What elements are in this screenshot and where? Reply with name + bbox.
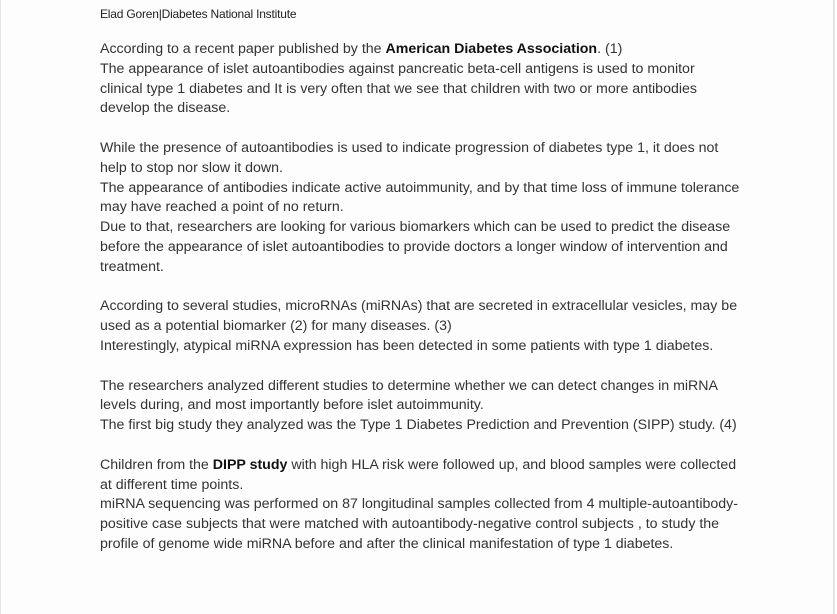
article-body — [100, 6, 740, 575]
paragraph-studies — [100, 377, 740, 436]
text-line: Children from the DIPP study with high HLA risk were followed up, and blood samples were collected at different time points. — [100, 456, 737, 493]
paragraph-autoantibodies — [100, 139, 740, 278]
text-line: The appearance of islet autoantibodies against pancreatic beta-cell antigens is used to monitor clinical type 1 diabetes and It is very often that we see that children with two or more antibodies develop the disease. — [100, 60, 697, 117]
text-line: The first big study they analyzed was the Type 1 Diabetes Prediction and Prevention (SIPP) study. (4) — [100, 417, 737, 434]
text-line: miRNA sequencing was performed on 87 longitudinal samples collected from 4 multiple-autoantibody-positive case subjects that were matched with autoantibody-negative control subjects , to study the profile of genome wide miRNA before and after the clinical manifestation of type 1 diabetes. — [100, 496, 738, 552]
text-line: Due to that, researchers are looking for various biomarkers which can be used to predict the disease before the appearance of islet autoantibodies to provide doctors a longer window of intervention and treatment. — [100, 219, 731, 275]
text-line: While the presence of autoantibodies is used to indicate progression of diabetes type 1, it does not help to stop nor slow it down. — [100, 139, 719, 176]
text-line: The researchers analyzed different studies to determine whether we can detect changes in miRNA levels during, and most importantly before islet autoimmunity. — [100, 377, 718, 414]
paragraph-intro — [100, 40, 740, 119]
paragraph-mirna — [100, 297, 740, 356]
dipp-emphasis: DIPP study — [212, 456, 288, 473]
text-line: Interestingly, atypical miRNA expression has been detected in some patients with type 1 diabetes. — [100, 337, 714, 354]
ada-emphasis: American Diabetes Association — [385, 41, 598, 57]
paragraph-dipp — [100, 456, 740, 555]
author-byline: Elad Goren|Diabetes National Institute — [100, 7, 297, 21]
text-line: According to several studies, microRNAs (miRNAs) that are secreted in extracellular vesicles, may be used as a potential biomarker (2) for many diseases. (3) — [100, 298, 738, 335]
text-line: The appearance of antibodies indicate active autoimmunity, and by that time loss of immune tolerance may have reached a point of no return. — [100, 179, 740, 216]
text-line: According to a recent paper published by the American Diabetes Association. (1) — [100, 41, 623, 57]
